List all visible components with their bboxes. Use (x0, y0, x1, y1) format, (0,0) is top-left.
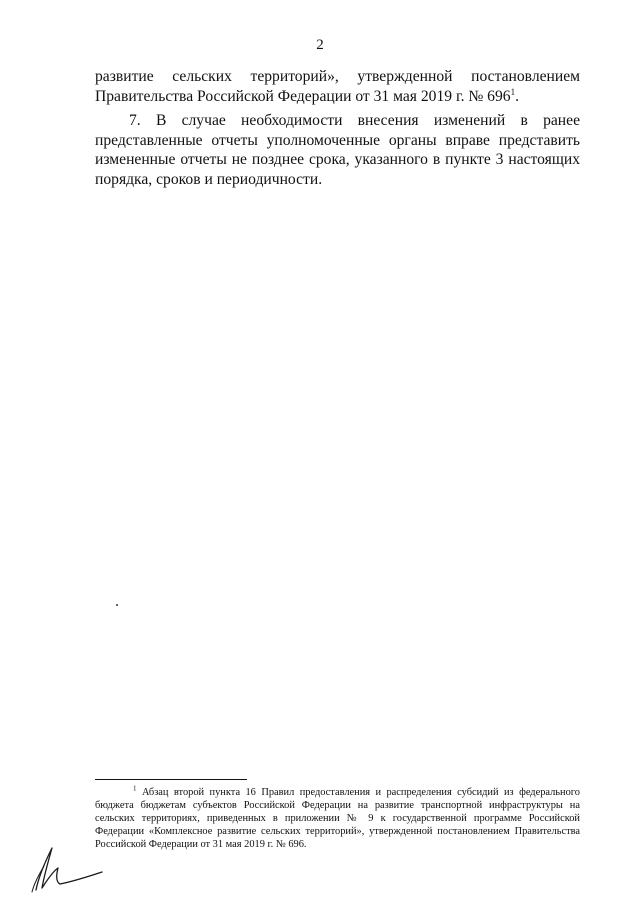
footnote-divider (95, 779, 247, 780)
paragraph-1-trail: . (515, 87, 519, 105)
paragraph-item-7 (95, 111, 580, 189)
footnote-marker: 1 (133, 784, 137, 793)
footnote-text: Абзац второй пункта 16 Правил предоставления и распределения субсидий из федерального бюджета бюджетам субъектов Российской Федерации на развитие транспортной инфраструктуры на сельских территориях, приведенных в приложении № 9 к государственной программе Российской Федерации «Комплексное развитие сельских территорий», утвержденной постановлением Правительства Российской Федерации от 31 мая 2019 г. № 696. (95, 787, 580, 850)
footnote (95, 786, 580, 851)
paragraph-text (95, 67, 580, 106)
page-number: 2 (316, 37, 324, 53)
paragraph-1-text: развитие сельских территорий», утвержденной постановлением Правительства Российской Федерации от 31 мая 2019 г. № 696 (95, 68, 580, 105)
paragraph-continuation (95, 67, 580, 106)
scan-speck (116, 604, 118, 606)
signature-mark (26, 842, 106, 894)
paragraph-2-text: 7. В случае необходимости внесения изменений в ранее представленные отчеты уполномоченные органы вправе представить измененные отчеты не позднее срока, указанного в пункте 3 настоящих порядка, сроков и периодичности. (95, 112, 580, 188)
footnote-reference: 1 (510, 86, 516, 97)
